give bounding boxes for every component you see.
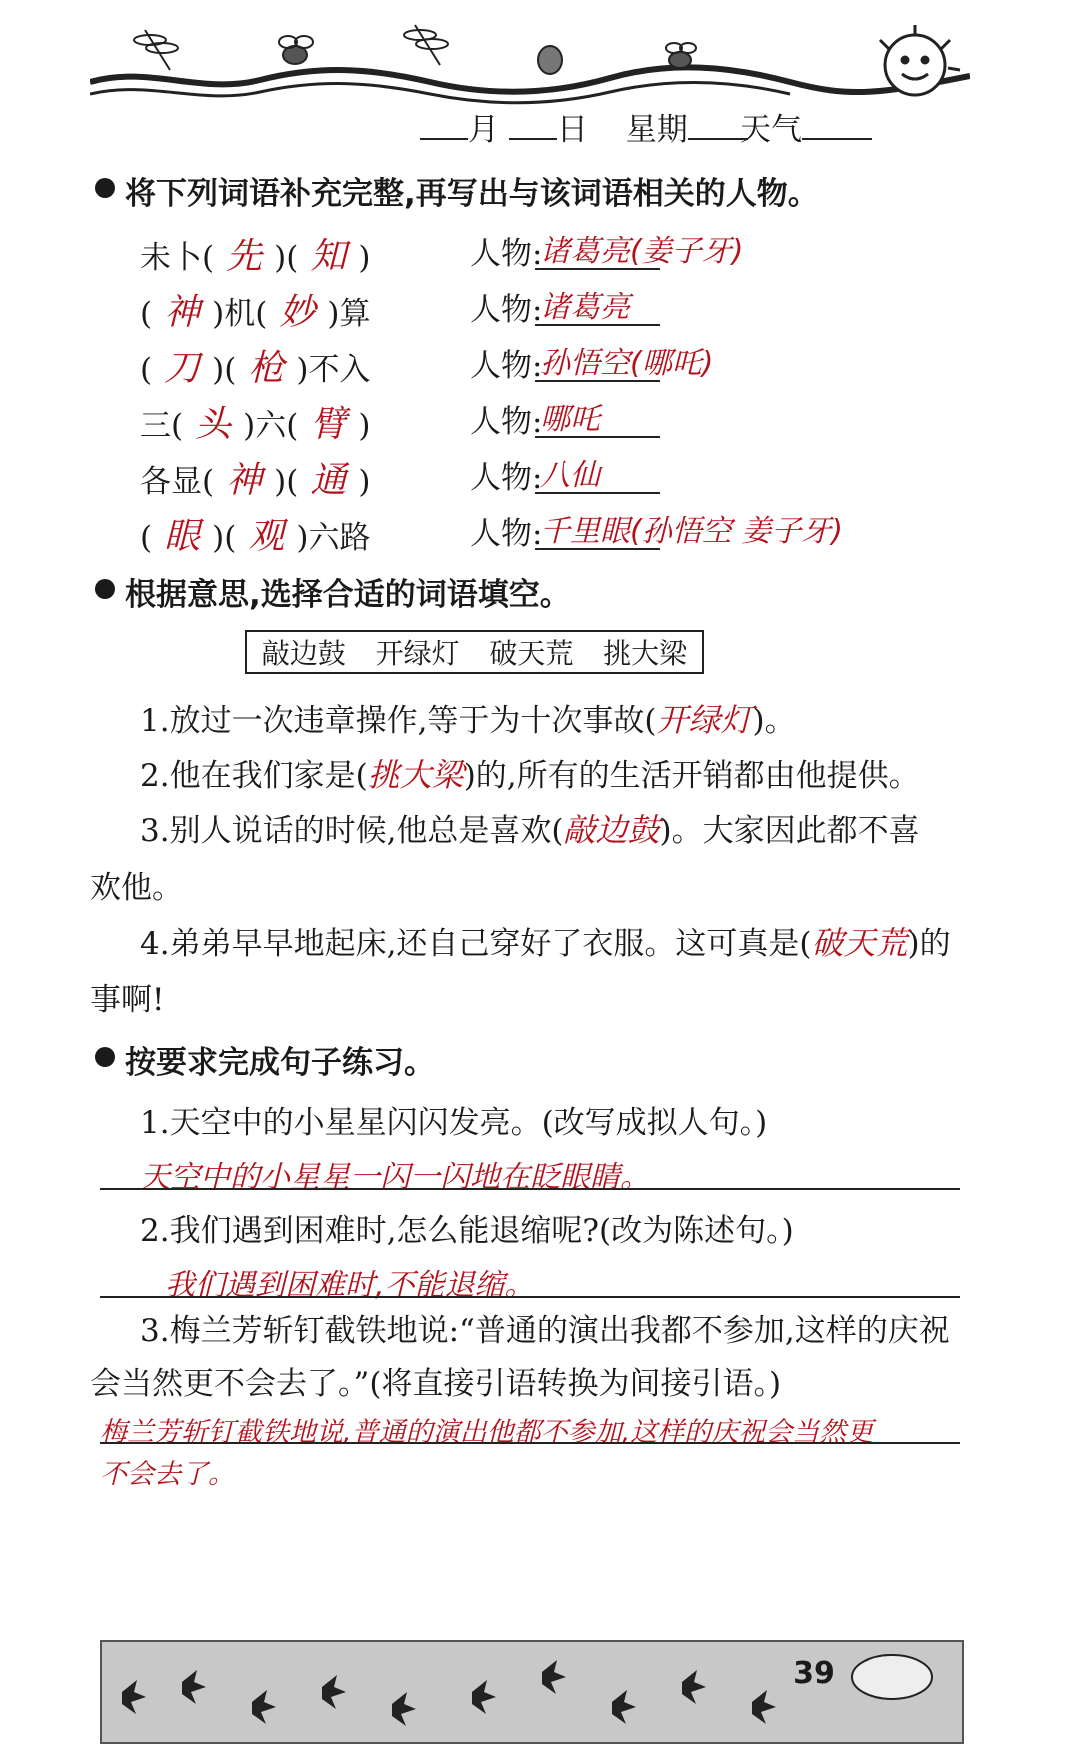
sentence-answer-2[interactable]: 我们遇到困难时,不能退缩。: [165, 1268, 535, 1303]
dragonfly-icon: [404, 25, 448, 65]
section3-instruction: 按要求完成句子练习。: [125, 1045, 435, 1081]
person-label: 人物:: [470, 516, 543, 552]
person-label: 人物:: [470, 460, 543, 496]
word-option: 敲边鼓: [261, 637, 346, 670]
fill-answer[interactable]: 敲边鼓: [563, 811, 660, 849]
idiom-answer[interactable]: 刀: [164, 348, 201, 389]
person-label: 人物:: [470, 348, 543, 384]
sentence-answer-1[interactable]: 天空中的小星星一闪一闪地在眨眼睛。: [140, 1160, 650, 1195]
beetle-icon: [538, 46, 562, 74]
idiom-row: [140, 284, 370, 335]
person-label: 人物:: [470, 236, 543, 272]
idiom-text: )(: [274, 240, 299, 276]
section3-bullet: [95, 1047, 115, 1067]
idiom-answer[interactable]: 通: [310, 460, 347, 501]
day-label: 日: [556, 112, 588, 148]
sentence-question-3-cont: 会当然更不会去了。”(将直接引语转换为间接引语。): [90, 1366, 782, 1402]
fill-item-3-cont: 欢他。: [90, 870, 183, 906]
idiom-text: )六路: [296, 520, 371, 556]
idiom-text: (: [140, 352, 153, 388]
person-answer-line: [535, 324, 660, 326]
footer-decoration: [100, 1640, 964, 1744]
person-answer[interactable]: 孙悟空(哪吒): [540, 346, 714, 381]
section1-instruction: 将下列词语补充完整,再写出与该词语相关的人物。: [125, 176, 819, 212]
idiom-text: )算: [327, 296, 371, 332]
weather-label: 天气: [740, 112, 802, 148]
person-label: 人物:: [470, 404, 543, 440]
idiom-text: )机(: [212, 296, 268, 332]
idiom-answer[interactable]: 臂: [310, 404, 347, 445]
person-answer-line: [535, 548, 660, 550]
word-option: 挑大梁: [603, 637, 688, 670]
idiom-text: 未卜(: [140, 240, 215, 276]
page-number: 39: [793, 1656, 835, 1691]
person-answer-line: [535, 492, 660, 494]
idiom-answer[interactable]: 头: [195, 404, 232, 445]
weather-field: [740, 104, 970, 148]
idiom-text: )(: [212, 520, 237, 556]
word-bank-box: [245, 630, 704, 674]
person-label: 人物:: [470, 292, 543, 328]
weekday-label: 星期: [625, 112, 688, 148]
bee-icon: [279, 36, 313, 64]
idiom-row: [140, 396, 370, 447]
sentence-question-2: 2.我们遇到困难时,怎么能退缩呢?(改为陈述句。): [140, 1213, 794, 1249]
fill-item-3: 3.别人说话的时候,他总是喜欢(敲边鼓)。大家因此都不喜: [140, 811, 920, 849]
idiom-text: )(: [274, 464, 299, 500]
person-answer-line: [535, 436, 660, 438]
fill-answer[interactable]: 开绿灯: [656, 701, 753, 739]
person-answer[interactable]: 哪吒: [540, 402, 600, 437]
fill-answer[interactable]: 挑大梁: [367, 756, 464, 794]
sentence-question-3: 3.梅兰芳斩钉截铁地说:“普通的演出我都不参加,这样的庆祝: [140, 1313, 950, 1349]
sentence-question-1: 1.天空中的小星星闪闪发亮。(改写成拟人句。): [140, 1105, 768, 1141]
fill-item-4: 4.弟弟早早地起床,还自己穿好了衣服。这可真是(破天荒)的: [140, 924, 951, 962]
idiom-row: [140, 340, 370, 391]
idiom-row: [140, 508, 370, 559]
person-answer[interactable]: 诸葛亮: [540, 290, 630, 325]
person-answer[interactable]: 诸葛亮(姜子牙): [540, 234, 744, 269]
section2-instruction: 根据意思,选择合适的词语填空。: [125, 577, 571, 613]
answer-line-1: [100, 1188, 960, 1190]
idiom-text: )不入: [296, 352, 371, 388]
section2-bullet: [95, 579, 115, 599]
idiom-text: (: [140, 296, 153, 332]
idiom-answer[interactable]: 知: [310, 236, 347, 277]
fill-item-2: 2.他在我们家是(挑大梁)的,所有的生活开销都由他提供。: [140, 756, 920, 794]
person-answer[interactable]: 千里眼(孙悟空 姜子牙): [540, 514, 843, 549]
idiom-text: ): [358, 240, 371, 276]
idiom-text: ): [358, 408, 371, 444]
idiom-row: [140, 452, 370, 503]
sun-icon: [880, 25, 960, 95]
idiom-text: )(: [212, 352, 237, 388]
header-decoration: [90, 10, 970, 110]
fill-item-4-cont: 事啊!: [90, 982, 165, 1018]
dragonfly-icon: [134, 30, 178, 70]
person-answer-line: [535, 268, 660, 270]
person-answer[interactable]: 八仙: [540, 458, 600, 493]
idiom-answer[interactable]: 枪: [248, 348, 285, 389]
idiom-text: ): [358, 464, 371, 500]
fill-answer[interactable]: 破天荒: [811, 924, 908, 962]
word-option: 破天荒: [489, 637, 574, 670]
person-answer-line: [535, 380, 660, 382]
month-label: 月: [468, 112, 499, 148]
section1-bullet: [95, 178, 115, 198]
idiom-answer[interactable]: 先: [226, 236, 263, 277]
idiom-text: 各显(: [140, 464, 215, 500]
idiom-text: (: [140, 520, 153, 556]
word-option: 开绿灯: [375, 637, 460, 670]
fill-item-1: 1.放过一次违章操作,等于为十次事故(开绿灯)。: [140, 701, 796, 739]
idiom-text: 三(: [140, 408, 184, 444]
sentence-answer-3-cont[interactable]: 不会去了。: [100, 1459, 235, 1490]
idiom-answer[interactable]: 观: [248, 516, 285, 557]
answer-line-2: [100, 1296, 960, 1298]
answer-line-3: [100, 1442, 960, 1444]
sentence-answer-3[interactable]: 梅兰芳斩钉截铁地说,普通的演出他都不参加,这样的庆祝会当然更: [100, 1417, 874, 1448]
idiom-row: [140, 228, 370, 279]
idiom-text: )六(: [243, 408, 299, 444]
idiom-answer[interactable]: 神: [164, 292, 201, 333]
bee-icon: [666, 43, 696, 68]
idiom-answer[interactable]: 妙: [279, 292, 316, 333]
idiom-answer[interactable]: 神: [226, 460, 263, 501]
idiom-answer[interactable]: 眼: [164, 516, 201, 557]
